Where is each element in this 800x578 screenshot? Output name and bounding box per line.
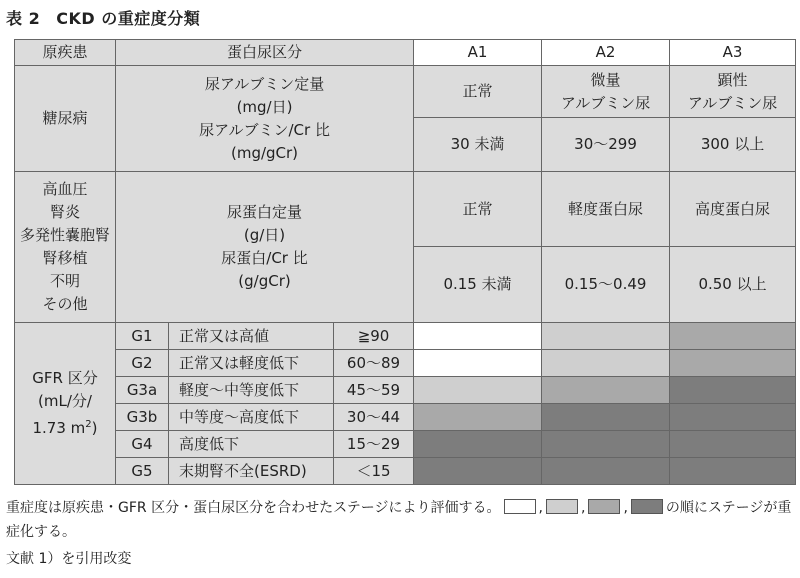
gfr-row-g3b bbox=[15, 404, 796, 431]
diabetes-row-label bbox=[15, 66, 796, 118]
gfr-desc: 末期腎不全(ESRD) bbox=[169, 458, 334, 485]
disease-other bbox=[15, 172, 116, 323]
diabetes-a2-label-line-2: アルブミン尿 bbox=[560, 93, 651, 112]
stage-cell bbox=[414, 323, 542, 350]
diabetes-measure-line-1: 尿アルブミン定量 bbox=[204, 74, 325, 93]
stage-cell bbox=[414, 404, 542, 431]
gfr-grade: G1 bbox=[116, 323, 169, 350]
table-title-text: CKD の重症度分類 bbox=[56, 9, 201, 28]
stage-cell bbox=[670, 323, 796, 350]
other-measure-line-1: 尿蛋白定量 bbox=[227, 203, 303, 221]
gfr-range: 60～89 bbox=[334, 350, 414, 377]
other-measure bbox=[116, 172, 414, 323]
disease-diabetes: 糖尿病 bbox=[15, 66, 116, 172]
swatch-stage-2 bbox=[546, 499, 578, 514]
swatch-stage-1 bbox=[504, 499, 536, 514]
disease-other-line-1: 高血圧 bbox=[42, 180, 88, 198]
other-measure-line-2: (g/日) bbox=[243, 226, 286, 244]
diabetes-a1-range: 30 未満 bbox=[414, 118, 542, 172]
gfr-grade: G4 bbox=[116, 431, 169, 458]
gfr-row-g2 bbox=[15, 350, 796, 377]
note-sep: , bbox=[538, 500, 543, 516]
other-a1-label: 正常 bbox=[414, 172, 542, 247]
gfr-row-g1 bbox=[15, 323, 796, 350]
disease-other-line-3: 多発性嚢胞腎 bbox=[19, 226, 110, 244]
diabetes-a1-label: 正常 bbox=[414, 66, 542, 118]
diabetes-a3-label-line-1: 顕性 bbox=[717, 70, 748, 89]
other-row-label bbox=[15, 172, 796, 247]
gfr-range: 30～44 bbox=[334, 404, 414, 431]
diabetes-a2-range: 30～299 bbox=[542, 118, 670, 172]
gfr-desc: 軽度～中等度低下 bbox=[169, 377, 334, 404]
gfr-desc: 正常又は軽度低下 bbox=[169, 350, 334, 377]
stage-cell bbox=[414, 377, 542, 404]
disease-other-line-5: 不明 bbox=[49, 272, 80, 290]
header-disease: 原疾患 bbox=[15, 40, 116, 66]
swatch-stage-3 bbox=[588, 499, 620, 514]
gfr-grade: G5 bbox=[116, 458, 169, 485]
stage-cell bbox=[414, 431, 542, 458]
diabetes-measure-line-4: (mg/gCr) bbox=[230, 143, 299, 162]
table-number: 表 2 bbox=[6, 9, 41, 28]
other-a2-label: 軽度蛋白尿 bbox=[542, 172, 670, 247]
gfr-label-line-3 bbox=[15, 413, 115, 440]
stage-cell bbox=[542, 323, 670, 350]
diabetes-measure-line-3: 尿アルブミン/Cr 比 bbox=[199, 120, 330, 139]
gfr-range: ＜15 bbox=[334, 458, 414, 485]
header-protein-category: 蛋白尿区分 bbox=[116, 40, 414, 66]
stage-cell bbox=[670, 404, 796, 431]
header-row bbox=[15, 40, 796, 66]
stage-cell bbox=[542, 431, 670, 458]
diabetes-a2-label bbox=[542, 66, 670, 118]
gfr-range: 45～59 bbox=[334, 377, 414, 404]
stage-cell bbox=[670, 377, 796, 404]
stage-cell bbox=[670, 350, 796, 377]
other-a3-range: 0.50 以上 bbox=[670, 247, 796, 323]
disease-other-line-6: その他 bbox=[42, 295, 88, 313]
gfr-label-line-1: GFR 区分 bbox=[32, 369, 98, 387]
stage-cell bbox=[542, 458, 670, 485]
diabetes-measure bbox=[116, 66, 414, 172]
gfr-desc: 高度低下 bbox=[169, 431, 334, 458]
disease-other-line-4: 腎移植 bbox=[42, 249, 88, 267]
gfr-row-g3a bbox=[15, 377, 796, 404]
stage-cell bbox=[670, 431, 796, 458]
note-prefix: 重症度は原疾患・GFR 区分・蛋白尿区分を合わせたステージにより評価する。 bbox=[6, 500, 501, 516]
stage-cell bbox=[414, 350, 542, 377]
reference-note: 文献 1）を引用改変 bbox=[6, 551, 132, 567]
other-a1-range: 0.15 未満 bbox=[414, 247, 542, 323]
gfr-row-g4 bbox=[15, 431, 796, 458]
gfr-row-g5 bbox=[15, 458, 796, 485]
gfr-range: ≧90 bbox=[334, 323, 414, 350]
gfr-category-label bbox=[15, 323, 116, 485]
gfr-range: 15～29 bbox=[334, 431, 414, 458]
stage-cell bbox=[542, 377, 670, 404]
stage-cell bbox=[542, 404, 670, 431]
other-measure-line-4: (g/gCr) bbox=[238, 272, 291, 290]
gfr-label-superscript: 2 bbox=[85, 419, 92, 430]
gfr-desc: 中等度～高度低下 bbox=[169, 404, 334, 431]
stage-cell bbox=[542, 350, 670, 377]
diabetes-a3-range: 300 以上 bbox=[670, 118, 796, 172]
header-a1: A1 bbox=[414, 40, 542, 66]
gfr-grade: G3a bbox=[116, 377, 169, 404]
disease-other-line-2: 腎炎 bbox=[49, 203, 80, 221]
gfr-desc: 正常又は高値 bbox=[169, 323, 334, 350]
other-a3-label: 高度蛋白尿 bbox=[670, 172, 796, 247]
stage-cell bbox=[414, 458, 542, 485]
gfr-label-close: ) bbox=[91, 419, 98, 437]
table-title bbox=[6, 6, 200, 29]
note-sep: , bbox=[623, 500, 628, 516]
swatch-stage-4 bbox=[631, 499, 663, 514]
gfr-label-line-2: (mL/分/ bbox=[38, 392, 92, 410]
header-a2: A2 bbox=[542, 40, 670, 66]
header-a3: A3 bbox=[670, 40, 796, 66]
ckd-severity-table bbox=[14, 39, 796, 485]
diabetes-measure-line-2: (mg/日) bbox=[236, 97, 293, 116]
gfr-grade: G3b bbox=[116, 404, 169, 431]
severity-note bbox=[6, 496, 796, 544]
note-sep: , bbox=[580, 500, 586, 516]
diabetes-a3-label-line-2: アルブミン尿 bbox=[687, 93, 778, 112]
gfr-label-area: 1.73 m bbox=[32, 419, 86, 437]
diabetes-a2-label-line-1: 微量 bbox=[590, 70, 621, 89]
gfr-grade: G2 bbox=[116, 350, 169, 377]
other-measure-line-3: 尿蛋白/Cr 比 bbox=[221, 249, 308, 267]
stage-cell bbox=[670, 458, 796, 485]
note-suffix: の順にステージが重症化する。 bbox=[6, 500, 792, 540]
diabetes-a3-label bbox=[670, 66, 796, 118]
other-a2-range: 0.15～0.49 bbox=[542, 247, 670, 323]
